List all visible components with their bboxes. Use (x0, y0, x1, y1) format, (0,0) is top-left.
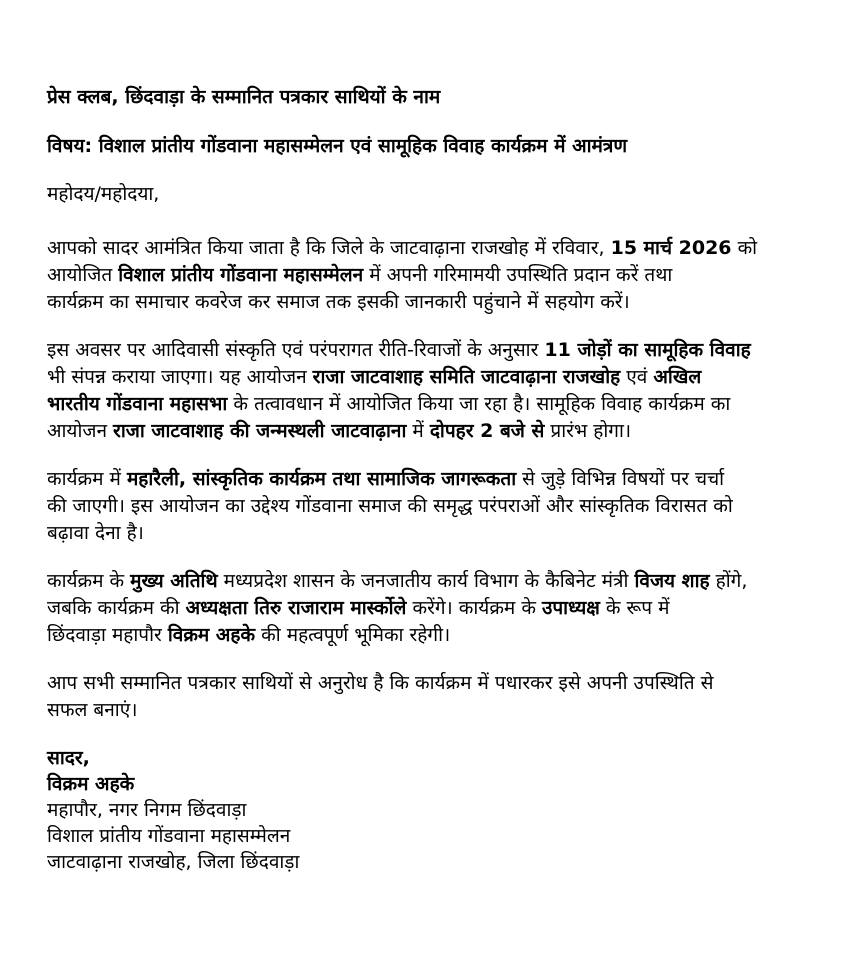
event-name: विशाल प्रांतीय गोंडवाना महासम्मेलन (118, 264, 364, 286)
subject-line: विषय: विशाल प्रांतीय गोंडवाना महासम्मेलन एवं सामूहिक विवाह कार्यक्रम में आमंत्रण (47, 135, 628, 157)
paragraph-line (47, 364, 816, 391)
signatory-organization: विशाल प्रांतीय गोंडवाना महासम्मेलन (47, 825, 291, 847)
event-time: दोपहर 2 बजे से (429, 420, 545, 442)
text-run: को (731, 237, 758, 259)
text-run: से जुड़े विभिन्न विषयों पर चर्चा (516, 468, 725, 490)
paragraph-line (47, 235, 816, 262)
text-run: मध्यप्रदेश शासन के जनजातीय कार्य विभाग के कैबिनेट मंत्री (217, 570, 635, 592)
paragraph-line: आप सभी सम्मानित पत्रकार साथियों से अनुरोध है कि कार्यक्रम में पधारकर इसे अपनी उपस्थिति से (47, 672, 714, 694)
text-run: प्रारंभ होगा। (544, 420, 632, 442)
signatory-name: विक्रम अहके (47, 773, 135, 795)
paragraph-marriage (47, 337, 816, 445)
mayor-name: विक्रम अहके (167, 624, 256, 646)
text-run: आयोजित (47, 264, 119, 286)
paragraph-line (47, 466, 816, 493)
program-highlights: महारैली, सांस्कृतिक कार्यक्रम तथा सामाजिक जागरूकता (126, 468, 517, 490)
organizer-name: अखिल (653, 366, 702, 388)
paragraph-program (47, 466, 816, 547)
couples-count: 11 जोड़ों का सामूहिक विवाह (544, 339, 751, 361)
vice-chair-label: उपाध्यक्ष (541, 597, 600, 619)
text-run: भी संपन्न कराया जाएगा। यह आयोजन (47, 366, 313, 388)
text-run: के रूप में (599, 597, 670, 619)
text-run: आपको सादर आमंत्रित किया जाता है कि जिले के जाटवाढ़ाना राजखोह में रविवार, (47, 237, 611, 259)
paragraph-line (47, 262, 816, 289)
paragraph-line (47, 622, 816, 649)
text-run: इस अवसर पर आदिवासी संस्कृति एवं परंपरागत रीति-रिवाजों के अनुसार (47, 339, 545, 361)
text-run: में (406, 420, 430, 442)
signatory-designation: महापौर, नगर निगम छिंदवाड़ा (47, 799, 247, 821)
text-run: एवं (620, 366, 654, 388)
chief-guest-label: मुख्य अतिथि (130, 570, 218, 592)
addressee-line: प्रेस क्लब, छिंदवाड़ा के सम्मानित पत्रकार साथियों के नाम (47, 86, 441, 108)
paragraph-line: की जाएगी। इस आयोजन का उद्देश्य गोंडवाना समाज की समृद्ध परंपराओं और सांस्कृतिक विरासत को (47, 495, 733, 517)
paragraph-invitation (47, 235, 816, 316)
organizer-name: भारतीय गोंडवाना महासभा (47, 393, 228, 415)
venue-name: राजा जाटवाशाह की जन्मस्थली जाटवाढ़ाना (113, 420, 407, 442)
paragraph-line (47, 418, 816, 445)
event-date: 15 मार्च 2026 (610, 237, 732, 259)
paragraph-request (47, 670, 816, 724)
paragraph-guests (47, 568, 816, 649)
signatory-address: जाटवाढ़ाना राजखोह, जिला छिंदवाड़ा (47, 851, 300, 873)
text-run: आयोजन (47, 420, 114, 442)
text-run: कार्यक्रम के (47, 570, 131, 592)
paragraph-line: सफल बनाएं। (47, 699, 138, 721)
salutation: महोदय/महोदया, (47, 183, 160, 205)
organizer-name: राजा जाटवाशाह समिति जाटवाढ़ाना राजखोह (312, 366, 621, 388)
text-run: छिंदवाड़ा महापौर (47, 624, 168, 646)
text-run: करेंगे। कार्यक्रम के (406, 597, 542, 619)
text-run: में अपनी गरिमामयी उपस्थिति प्रदान करें तथा (363, 264, 673, 286)
text-run: के तत्वावधान में आयोजित किया जा रहा है। सामूहिक विवाह कार्यक्रम का (227, 393, 731, 415)
paragraph-line (47, 568, 816, 595)
text-run: होंगे, (709, 570, 748, 592)
signature-block (47, 745, 816, 875)
paragraph-line (47, 595, 816, 622)
closing: सादर, (47, 747, 90, 769)
paragraph-line: कार्यक्रम का समाचार कवरेज कर समाज तक इसकी जानकारी पहुंचाने में सहयोग करें। (47, 291, 630, 313)
text-run: जबकि कार्यक्रम की (47, 597, 186, 619)
paragraph-line: बढ़ावा देना है। (47, 522, 144, 544)
paragraph-line (47, 391, 816, 418)
text-run: कार्यक्रम में (47, 468, 127, 490)
paragraph-line (47, 337, 816, 364)
chief-guest-name: विजय शाह (634, 570, 710, 592)
presiding-guest: अध्यक्षता तिरु राजाराम मार्स्कोले (185, 597, 407, 619)
text-run: की महत्वपूर्ण भूमिका रहेगी। (255, 624, 451, 646)
